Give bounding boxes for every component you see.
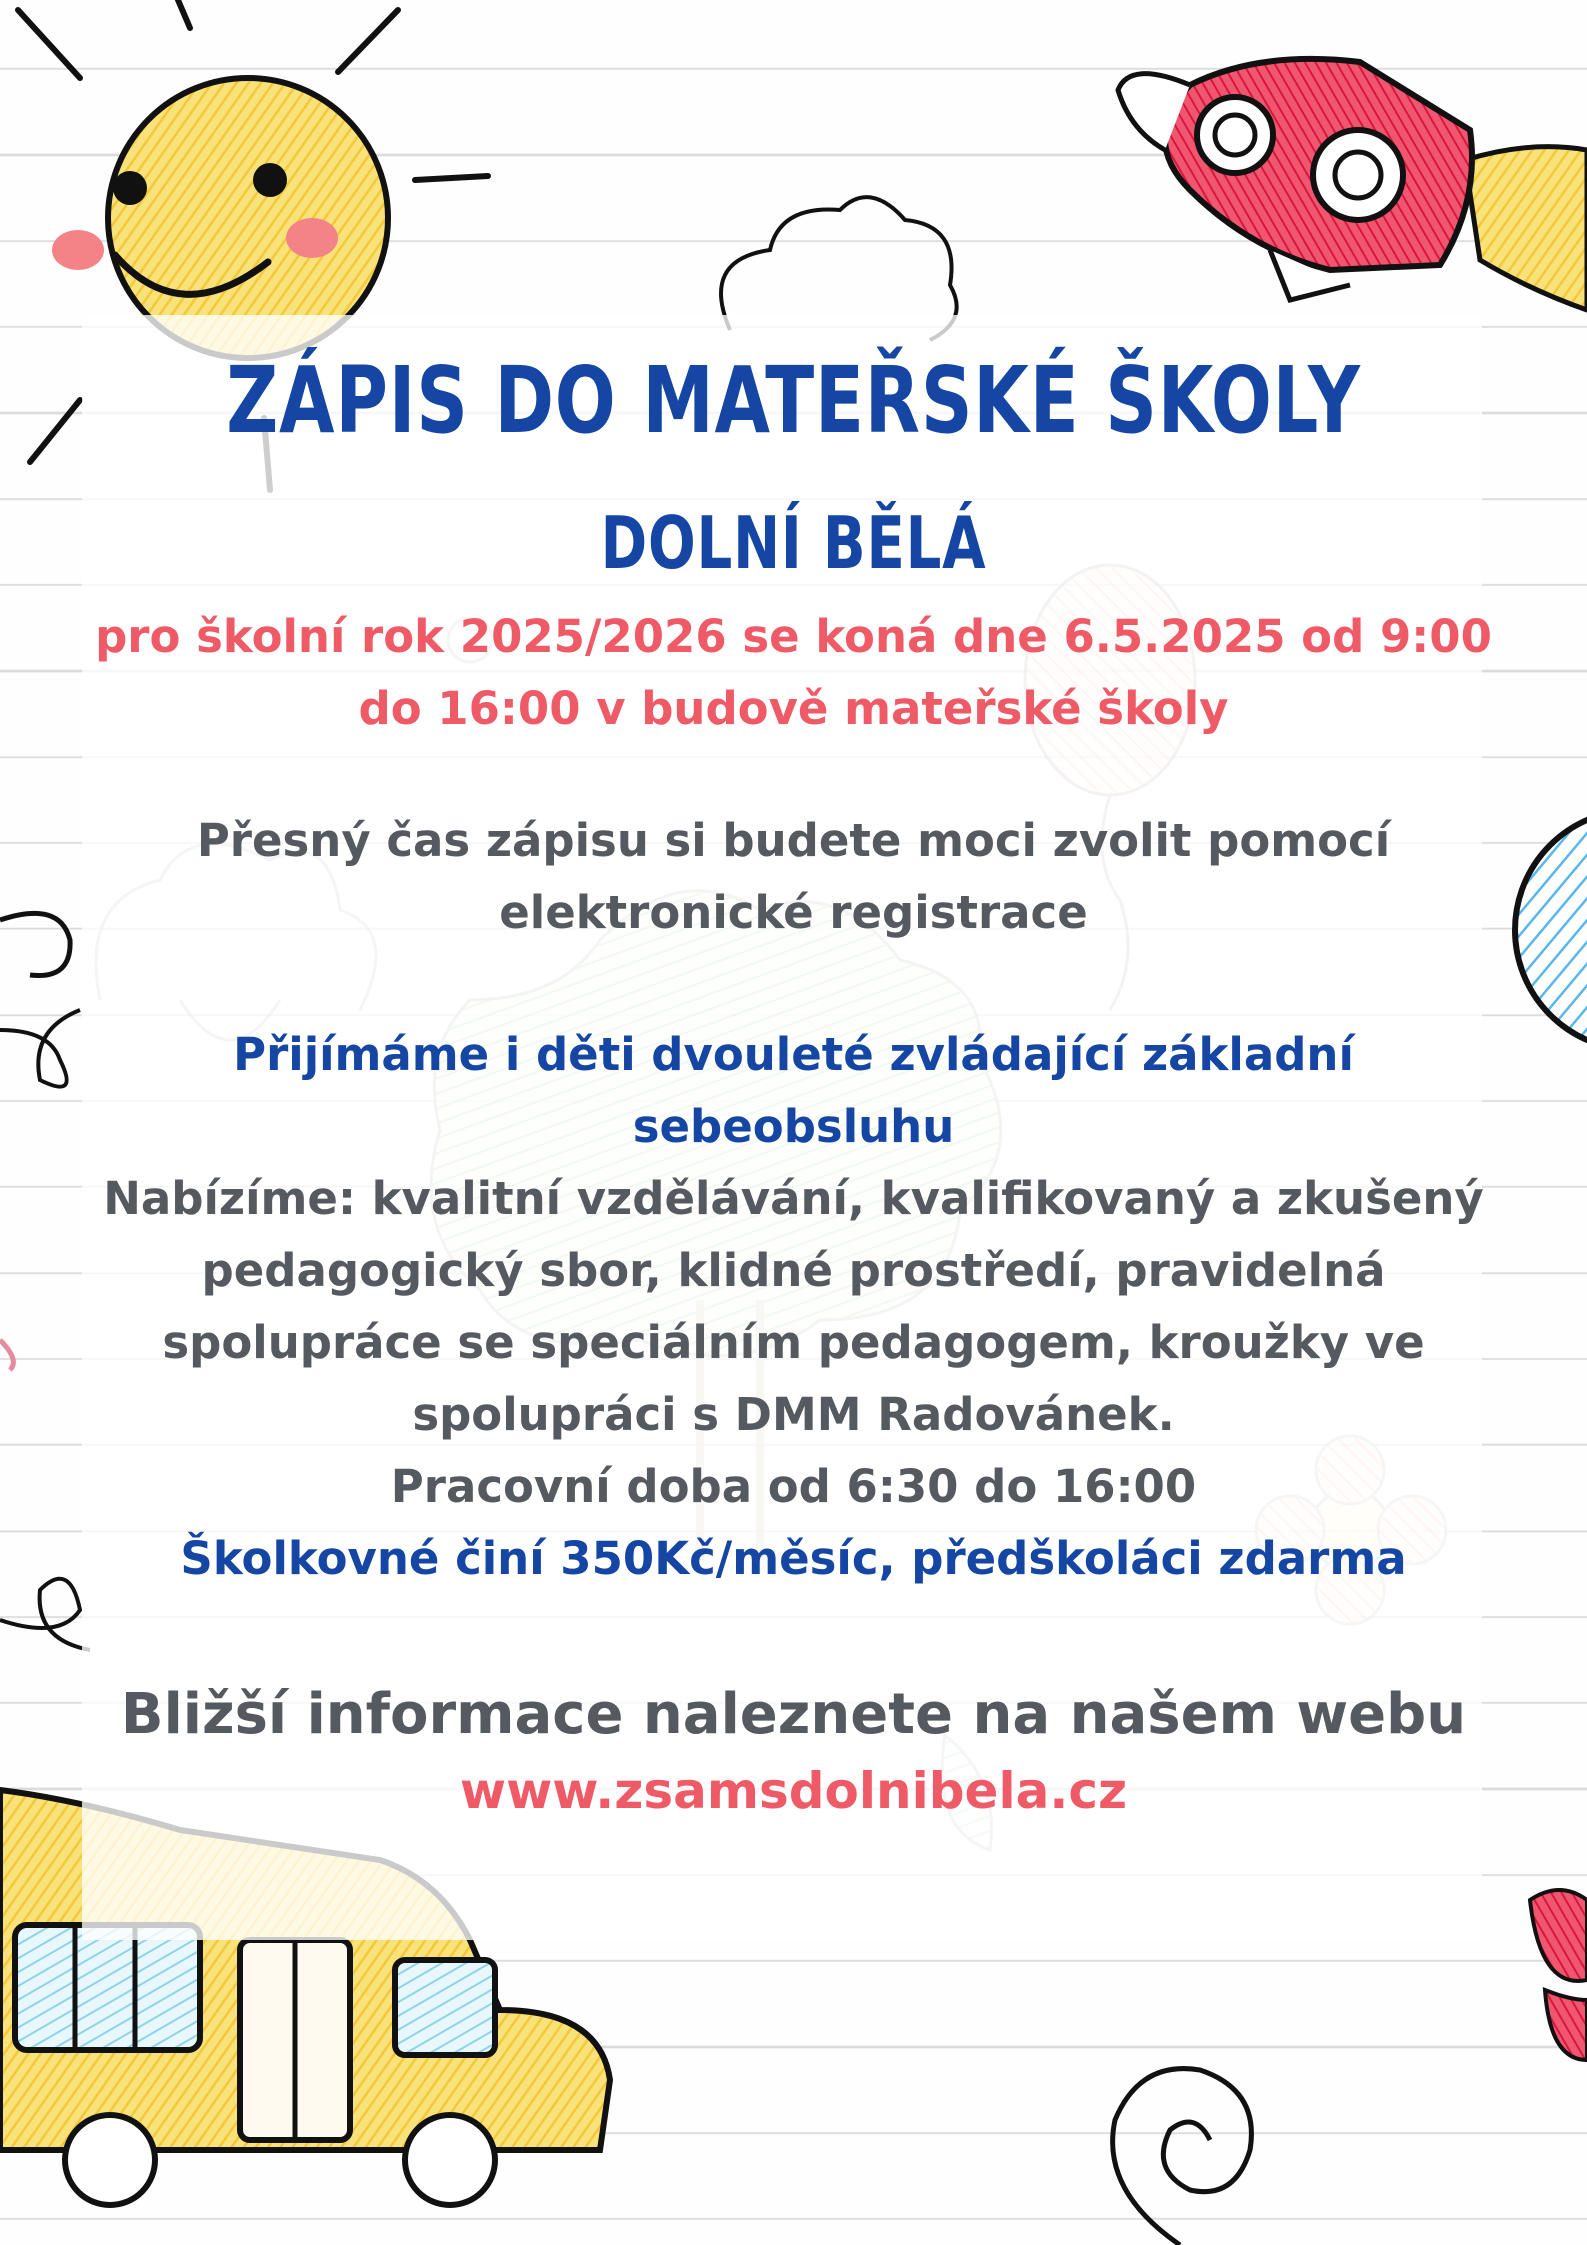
- website-label: Bližší informace naleznete na našem webu: [120, 1682, 1467, 1747]
- butterfly-icon: [1530, 1890, 1587, 2060]
- working-hours: Pracovní doba od 6:30 do 16:00: [390, 1460, 1197, 1513]
- offer-line-4: spolupráci s DMM Radovánek.: [412, 1388, 1175, 1441]
- date-line-2: do 16:00 v budově mateřské školy: [358, 682, 1229, 735]
- tuition-fee: Školkovné činí 350Kč/měsíc, předškoláci zdarma: [180, 1532, 1407, 1585]
- admission-line-2: sebeobsluhu: [632, 1100, 955, 1153]
- flyer-content: [60, 330, 1527, 1827]
- enrollment-date-info: [60, 601, 1527, 745]
- registration-line-1: Přesný čas zápisu si budete moci zvolit pomocí: [196, 814, 1391, 867]
- admission-line-1: Přijímáme i děti dvouleté zvládající základní: [233, 1028, 1354, 1081]
- page-title: ZÁPIS DO MATEŘSKÉ ŠKOLY: [226, 347, 1361, 454]
- offer-info: [60, 1163, 1527, 1451]
- offer-line-3: spolupráce se speciálním pedagogem, kroužky ve: [162, 1316, 1425, 1369]
- date-line-1: pro školní rok 2025/2026 se koná dne 6.5.2025 od 9:00: [95, 610, 1492, 663]
- website-link[interactable]: www.zsamsdolnibela.cz: [459, 1762, 1128, 1820]
- offer-line-2: pedagogický sbor, klidné prostředí, pravidelná: [201, 1244, 1386, 1297]
- registration-info: [60, 805, 1527, 949]
- offer-line-1: Nabízíme: kvalitní vzdělávání, kvalifikovaný a zkušený: [103, 1172, 1484, 1225]
- registration-line-2: elektronické registrace: [499, 886, 1088, 939]
- school-location: DOLNÍ BĚLÁ: [600, 501, 987, 585]
- admission-info: [60, 1019, 1527, 1163]
- swirl-icon: [1113, 2069, 1252, 2245]
- rocket-icon: [1118, 59, 1587, 310]
